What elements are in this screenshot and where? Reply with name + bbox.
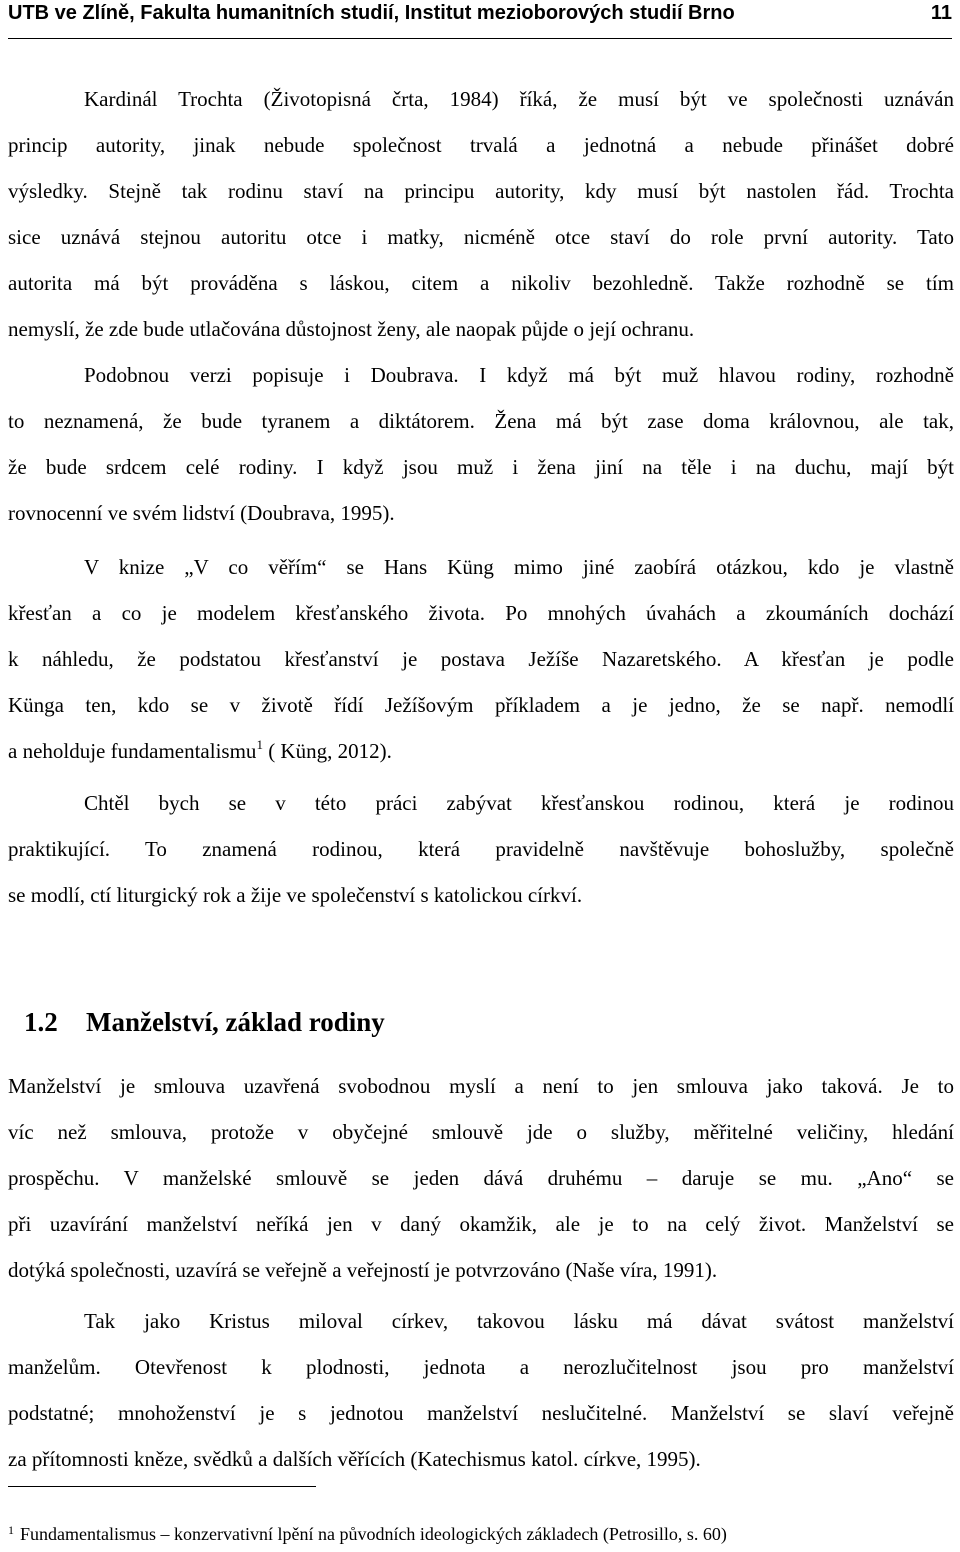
paragraph-doubrava (8, 352, 954, 536)
text-line: Chtěl bych se v této práci zabývat křesťanskou rodinou, která je rodinou (84, 791, 954, 815)
text-line: V knize „V co věřím“ se Hans Küng mimo jiné zaobírá otázkou, kdo je vlastně (84, 555, 954, 579)
text-line: při uzavírání manželství neříká jen v daný okamžik, ale je to na celý život. Manželství se (8, 1212, 954, 1236)
text-line: Podobnou verzi popisuje i Doubrava. I když má být muž hlavou rodiny, rozhodně (84, 363, 954, 387)
text-line: Künga ten, kdo se v životě řídí Ježíšovým příkladem a je jedno, že se např. nemodlí (8, 693, 954, 717)
paragraph-marriage-contract (8, 1063, 954, 1293)
paragraph-sacrament (8, 1298, 954, 1482)
footnote-reference[interactable]: 1 (256, 737, 263, 752)
running-header (8, 0, 952, 26)
paragraph-trochta (8, 76, 954, 352)
text-line: křesťan a co je modelem křesťanského života. Po mnohých úvahách a zkoumáních dochází (8, 601, 954, 625)
text-line: Manželství je smlouva uzavřená svobodnou myslí a není to jen smlouva jako taková. Je to (8, 1074, 954, 1098)
section-heading (24, 1002, 385, 1042)
text-line-with-footnote (8, 728, 954, 774)
text-line: manželům. Otevřenost k plodnosti, jednota a nerozlučitelnost jsou pro manželství (8, 1355, 954, 1379)
text-line: Kardinál Trochta (Životopisná črta, 1984) říká, že musí být ve společnosti uznáván (84, 87, 954, 111)
page-number: 11 (930, 2, 952, 24)
footnote-text: Fundamentalismus – konzervativní lpění na původních ideologických základech (Petrosillo, s. 60) (20, 1524, 727, 1544)
section-title: Manželství, základ rodiny (86, 1007, 385, 1037)
footnote (8, 1522, 727, 1546)
header-rule (8, 38, 952, 39)
text-line: Tak jako Kristus miloval církev, takovou lásku má dávat svátost manželství (84, 1309, 954, 1333)
text-line: rovnocenní ve svém lidství (Doubrava, 1995). (8, 501, 395, 525)
paragraph-kung (8, 544, 954, 774)
footnote-marker: 1 (8, 1523, 14, 1537)
text-line: výsledky. Stejně tak rodinu staví na principu autority, kdy musí být nastolen řád. Trochta (8, 179, 954, 203)
text-fragment: ( Küng, 2012). (262, 739, 392, 763)
text-line: za přítomnosti kněze, svědků a dalších věřících (Katechismus katol. církve, 1995). (8, 1447, 701, 1471)
text-line: dotýká společnosti, uzavírá se veřejně a veřejností je potvrzováno (Naše víra, 1991). (8, 1258, 718, 1282)
section-number: 1.2 (24, 1007, 58, 1037)
text-line: praktikující. To znamená rodinou, která pravidelně navštěvuje bohoslužby, společně (8, 837, 954, 861)
text-line: autorita má být prováděna s láskou, citem a nikoliv bezohledně. Takže rozhodně se tím (8, 271, 954, 295)
text-line: princip autority, jinak nebude společnost trvalá a jednotná a nebude přinášet dobré (8, 133, 954, 157)
text-line: prospěchu. V manželské smlouvě se jeden dává druhému – daruje se mu. „Ano“ se (8, 1166, 954, 1190)
text-line: že bude srdcem celé rodiny. I když jsou muž i žena jiní na těle i na duchu, mají být (8, 455, 954, 479)
text-line: sice uznává stejnou autoritu otce i matky, nicméně otce staví do role první autority. Tato (8, 225, 954, 249)
text-line: víc než smlouva, protože v obyčejné smlouvě jde o služby, měřitelné veličiny, hledání (8, 1120, 954, 1144)
text-line: podstatné; mnohoženství je s jednotou manželství neslučitelné. Manželství se slaví veřejně (8, 1401, 954, 1425)
text-line: se modlí, ctí liturgický rok a žije ve společenství s katolickou církví. (8, 883, 583, 907)
text-fragment: a neholduje fundamentalismu (8, 739, 257, 763)
text-line: k náhledu, že podstatou křesťanství je postava Ježíše Nazaretského. A křesťan je podle (8, 647, 954, 671)
footnote-separator (8, 1486, 316, 1487)
paragraph-author-intent (8, 780, 954, 918)
text-line: nemyslí, že zde bude utlačována důstojnost ženy, ale naopak půjde o její ochranu. (8, 317, 695, 341)
text-line: to neznamená, že bude tyranem a diktátorem. Žena má být zase doma královnou, ale tak, (8, 409, 954, 433)
header-title: UTB ve Zlíně, Fakulta humanitních studií, Institut mezioborových studií Brno (8, 2, 735, 24)
